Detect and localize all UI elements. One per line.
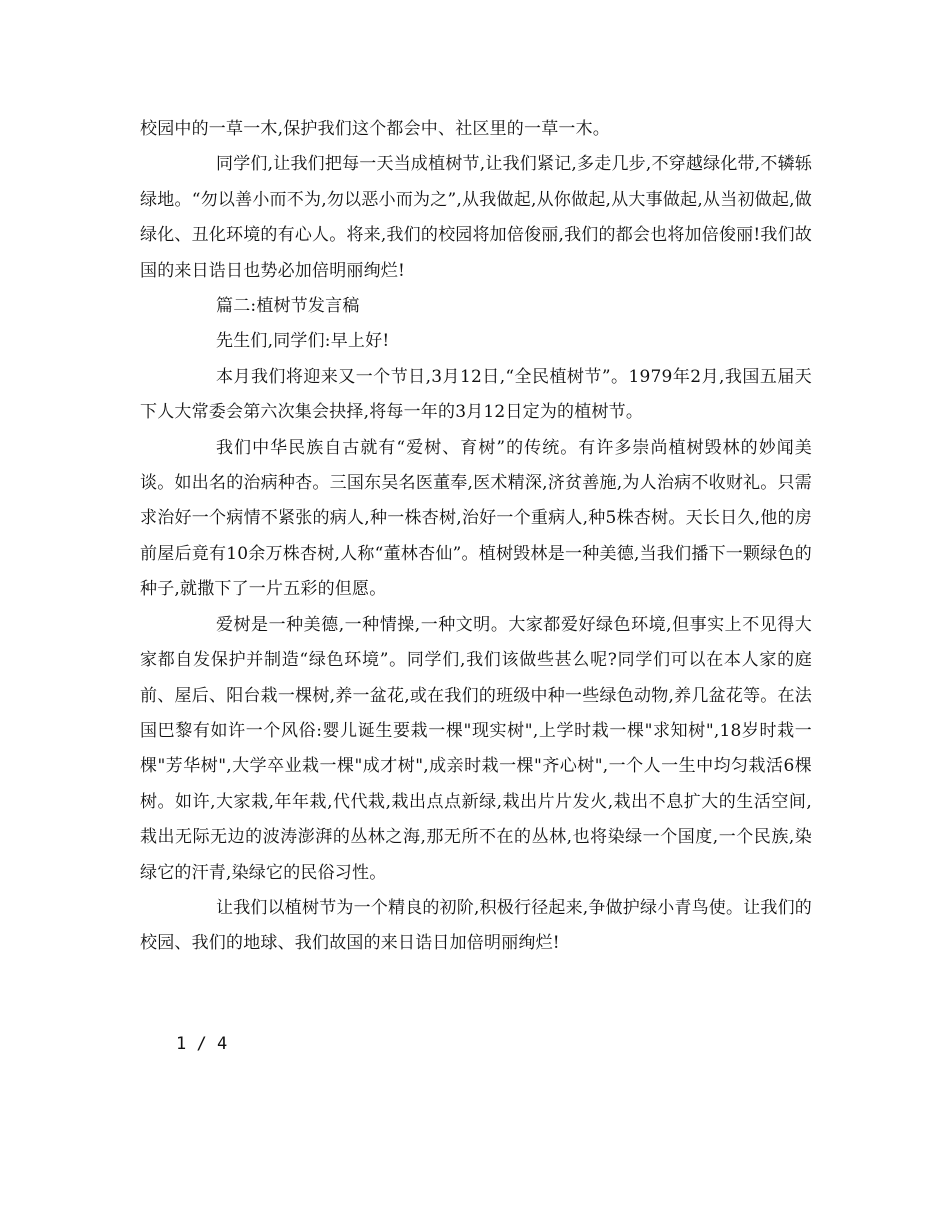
- paragraph-virtue: 爱树是一种美德,一种情操,一种文明。大家都爱好绿色环境,但事实上不见得大家都自发保护并制造“绿色环境”。同学们,我们该做些甚么呢?同学们可以在本人家的庭前、屋后、阳台栽一棵树,养一盆花,或在我们的班级中种一些绿色动物,养几盆花等。在法国巴黎有如许一个风俗:婴儿诞生要栽一棵"现实树",上学时栽一棵"求知树",18岁时栽一棵"芳华树",大学卒业栽一棵"成才树",成亲时栽一棵"齐心树",一个人一生中均匀栽活6棵树。如许,大家栽,年年栽,代代栽,栽出点点新绿,栽出片片发火,栽出不息扩大的生活空间,栽出无际无边的波涛澎湃的丛林之海,那无所不在的丛林,也将染绿一个国度,一个民族,染绿它的汗青,染绿它的民俗习性。: [140, 614, 812, 883]
- page-number: 1 / 4: [176, 1034, 228, 1054]
- section-heading: 篇二:植树节发言稿: [216, 296, 360, 317]
- document-body: [140, 112, 812, 962]
- paragraph-closing: 让我们以植树节为一个精良的初阶,积极行径起来,争做护绿小青鸟使。让我们的校园、我们的地球、我们故国的来日诰日加倍明丽绚烂!: [140, 897, 813, 954]
- paragraph-call-to-action: 同学们,让我们把每一天当成植树节,让我们紧记,多走几步,不穿越绿化带,不辚轹绿地。“勿以善小而不为,勿以恶小而为之”,从我做起,从你做起,从大事做起,从当初做起,做绿化、丑化环境的有心人。将来,我们的校园将加倍俊丽,我们的都会也将加倍俊丽!我们故国的来日诰日也势必加倍明丽绚烂!: [140, 154, 812, 281]
- paragraph-intro: 本月我们将迎来又一个节日,3月12日,“全民植树节”。1979年2月,我国五届天下人大常委会第六次集会抉择,将每一年的3月12日定为的植树节。: [140, 366, 812, 423]
- paragraph-tradition: 我们中华民族自古就有“爱树、育树”的传统。有许多崇尚植树毁林的妙闻美谈。如出名的治病种杏。三国东吴名医董奉,医术精深,济贫善施,为人治病不收财礼。只需求治好一个病情不紧张的病人,种一株杏树,治好一个重病人,种5株杏树。天长日久,他的房前屋后竟有10余万株杏树,人称“董林杏仙”。植树毁林是一种美德,当我们播下一颗绿色的种子,就撒下了一片五彩的但愿。: [140, 437, 812, 600]
- greeting: 先生们,同学们:早上好!: [216, 331, 390, 352]
- paragraph-continuation: 校园中的一草一木,保护我们这个都会中、社区里的一草一木。: [140, 119, 611, 139]
